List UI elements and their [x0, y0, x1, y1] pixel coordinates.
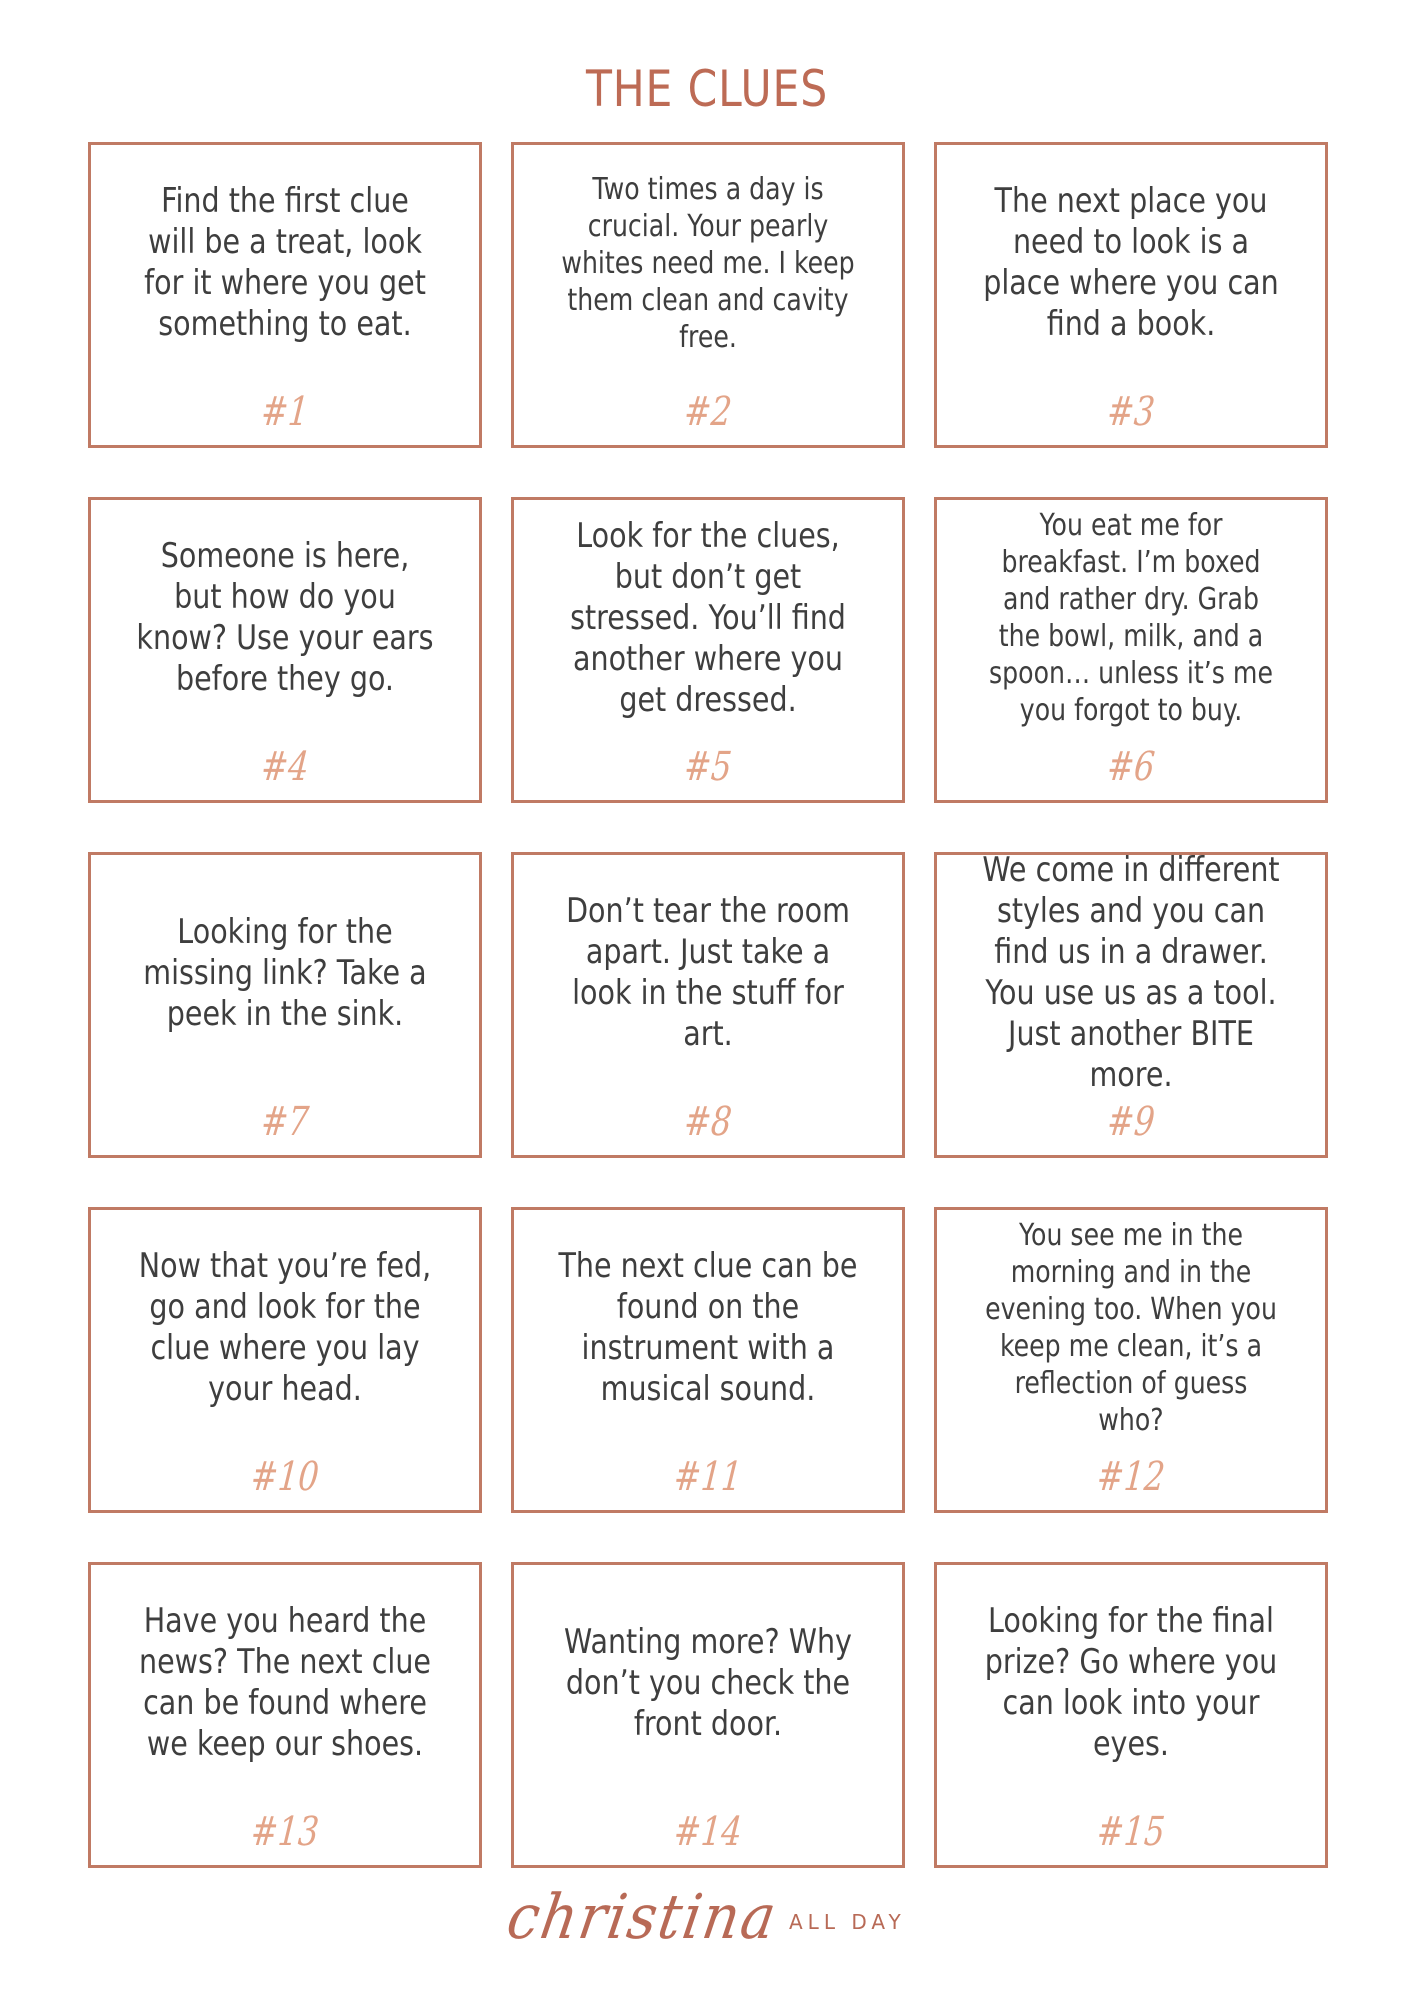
clue-text: Look for the clues, but don’t get stressed. You’ll find another where you get dressed. — [570, 515, 846, 720]
clue-number: #8 — [682, 1099, 734, 1145]
clue-number: #12 — [1095, 1454, 1167, 1500]
clue-number: #15 — [1095, 1809, 1167, 1855]
clue-text: Find the first clue will be a treat, look for it where you get something to eat. — [144, 181, 426, 344]
clue-grid — [88, 142, 1328, 1868]
clue-number: #6 — [1105, 744, 1157, 790]
clue-card — [511, 852, 905, 1158]
clue-text: You eat me for breakfast. I’m boxed and rather dry. Grab the bowl, milk, and a spoon… unless it’s me you forgot to buy. — [989, 508, 1273, 728]
clue-card — [934, 497, 1328, 803]
clue-number: #5 — [682, 744, 734, 790]
clue-text: We come in different styles and you can find us in a drawer. You use us as a tool. Just another BITE more. — [982, 850, 1280, 1095]
clue-text: Wanting more? Why don’t you check the front door. — [564, 1621, 852, 1744]
clue-card — [88, 852, 482, 1158]
clue-card — [88, 1562, 482, 1868]
logo-script: christina — [502, 1881, 783, 1954]
clue-text: The next place you need to look is a place where you can find a book. — [983, 181, 1279, 344]
brand-logo — [502, 1881, 906, 1954]
clue-text: Someone is here, but how do you know? Use your ears before they go. — [136, 536, 434, 699]
clue-card — [88, 142, 482, 448]
clue-number: #1 — [259, 389, 311, 435]
clue-card — [511, 1562, 905, 1868]
clue-number: #3 — [1105, 389, 1157, 435]
clue-number: #7 — [259, 1099, 311, 1145]
clue-card — [934, 1207, 1328, 1513]
clue-number: #14 — [672, 1809, 744, 1855]
clue-card — [511, 497, 905, 803]
clue-text: Looking for the missing link? Take a peek in the sink. — [143, 911, 427, 1034]
clue-text: Now that you’re fed, go and look for the clue where you lay your head. — [138, 1246, 432, 1409]
clue-text: The next clue can be found on the instrument with a musical sound. — [558, 1246, 858, 1409]
footer — [0, 1881, 1414, 1954]
clue-card — [934, 1562, 1328, 1868]
clue-number: #11 — [672, 1454, 744, 1500]
clue-text: You see me in the morning and in the evening too. When you keep me clean, it’s a reflection of guess who? — [985, 1218, 1277, 1438]
logo-tagline: ALL DAY — [789, 1909, 906, 1934]
clue-card — [511, 142, 905, 448]
clue-card — [88, 497, 482, 803]
clue-text: Have you heard the news? The next clue can be found where we keep our shoes. — [138, 1601, 432, 1764]
clue-number: #9 — [1105, 1099, 1157, 1145]
clue-number: #10 — [249, 1454, 321, 1500]
clue-number: #4 — [259, 744, 311, 790]
clue-card — [934, 852, 1328, 1158]
clue-text: Two times a day is crucial. Your pearly whites need me. I keep them clean and cavity free. — [561, 171, 855, 355]
clue-text: Looking for the final prize? Go where you can look into your eyes. — [984, 1601, 1278, 1764]
page-title: THE CLUES — [585, 60, 829, 118]
clue-card — [511, 1207, 905, 1513]
clue-card — [88, 1207, 482, 1513]
clue-text: Don’t tear the room apart. Just take a look in the stuff for art. — [566, 891, 850, 1054]
clue-card — [934, 142, 1328, 448]
clue-number: #2 — [682, 389, 734, 435]
clue-number: #13 — [249, 1809, 321, 1855]
